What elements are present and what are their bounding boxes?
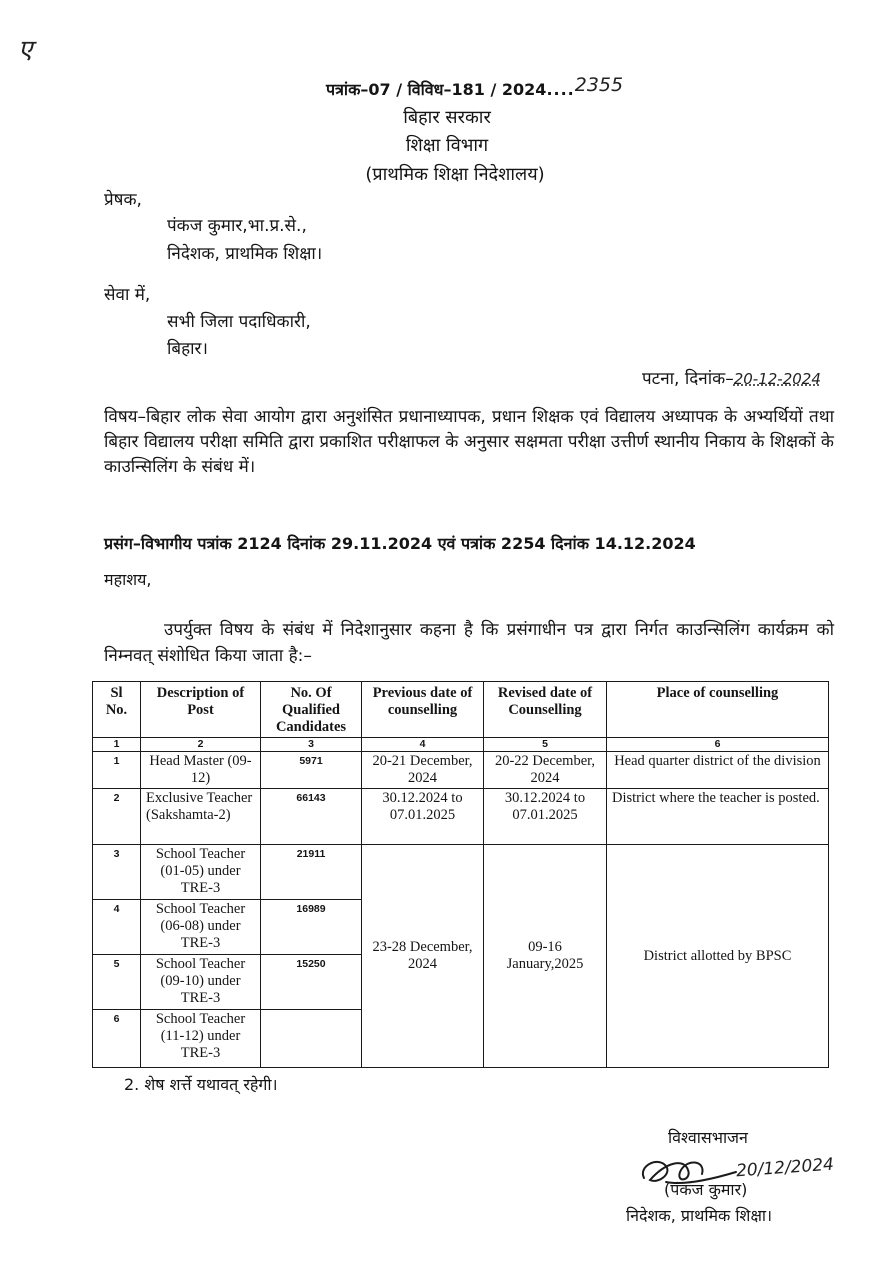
header-candidates: No. Of Qualified Candidates bbox=[261, 682, 362, 738]
row-candidates: 21911 bbox=[261, 845, 362, 900]
header-directorate: (प्राथमिक शिक्षा निदेशालय) bbox=[365, 164, 545, 185]
header-previous-date: Previous date of counselling bbox=[362, 682, 484, 738]
recipient-line1: सभी जिला पदाधिकारी, bbox=[167, 312, 311, 332]
body-paragraph bbox=[104, 617, 834, 669]
row-candidates: 66143 bbox=[261, 789, 362, 845]
col-number: 6 bbox=[607, 738, 829, 752]
signatory-name: (पंकज कुमार) bbox=[664, 1180, 748, 1199]
row-place: Head quarter district of the division bbox=[607, 752, 829, 789]
row-sl: 6 bbox=[93, 1010, 141, 1068]
row-sl: 2 bbox=[93, 789, 141, 845]
letter-number: पत्रांक–07 / विविध–181 / 2024....2355 bbox=[326, 74, 624, 99]
row-previous-date: 20-21 December, 2024 bbox=[362, 752, 484, 789]
row-sl: 4 bbox=[93, 900, 141, 955]
note-line: 2. शेष शर्त्ते यथावत् रहेगी। bbox=[124, 1075, 278, 1094]
body-text: उपर्युक्त विषय के संबंध में निदेशानुसार कहना है कि प्रसंगाधीन पत्र द्वारा निर्गत काउन्सिलिंग कार्यक्रम को निम्नवत् संशोधित किया जाता है:– bbox=[104, 620, 834, 666]
row-post: Exclusive Teacher (Sakshamta-2) bbox=[141, 789, 261, 845]
row-post: School Teacher (09-10) under TRE-3 bbox=[141, 955, 261, 1010]
closing-label: विश्वासभाजन bbox=[668, 1128, 748, 1147]
row-previous-date: 30.12.2024 to 07.01.2025 bbox=[362, 789, 484, 845]
date-label: पटना, दिनांक– bbox=[642, 369, 734, 389]
col-number: 3 bbox=[261, 738, 362, 752]
salutation: महाशय, bbox=[104, 570, 152, 589]
column-number-row bbox=[93, 738, 829, 752]
row-candidates: 15250 bbox=[261, 955, 362, 1010]
header-revised-date: Revised date of Counselling bbox=[484, 682, 607, 738]
col-number: 4 bbox=[362, 738, 484, 752]
header-post: Description of Post bbox=[141, 682, 261, 738]
signature-date: 20/12/2024 bbox=[735, 1154, 835, 1182]
sender-label: प्रेषक, bbox=[104, 190, 142, 210]
reference-line: प्रसंग–विभागीय पत्रांक 2124 दिनांक 29.11.2024 एवं पत्रांक 2254 दिनांक 14.12.2024 bbox=[104, 534, 696, 553]
merged-previous-date: 23-28 December, 2024 bbox=[362, 845, 484, 1068]
header-place: Place of counselling bbox=[607, 682, 829, 738]
col-number: 2 bbox=[141, 738, 261, 752]
merged-place: District allotted by BPSC bbox=[607, 845, 829, 1068]
row-sl: 5 bbox=[93, 955, 141, 1010]
table-row bbox=[93, 845, 829, 900]
row-revised-date: 20-22 December, 2024 bbox=[484, 752, 607, 789]
row-post: School Teacher (06-08) under TRE-3 bbox=[141, 900, 261, 955]
row-candidates: 5971 bbox=[261, 752, 362, 789]
row-candidates bbox=[261, 1010, 362, 1068]
recipient-line2: बिहार। bbox=[167, 339, 208, 359]
date-line bbox=[642, 366, 821, 389]
row-sl: 1 bbox=[93, 752, 141, 789]
signatory-designation: निदेशक, प्राथमिक शिक्षा। bbox=[626, 1206, 773, 1225]
row-post: School Teacher (01-05) under TRE-3 bbox=[141, 845, 261, 900]
header-sl: Sl No. bbox=[93, 682, 141, 738]
recipient-label: सेवा में, bbox=[104, 285, 151, 305]
sender-name: पंकज कुमार,भा.प्र.से., bbox=[167, 216, 307, 236]
row-revised-date: 30.12.2024 to 07.01.2025 bbox=[484, 789, 607, 845]
letter-number-printed: पत्रांक–07 / विविध–181 / 2024 bbox=[326, 80, 547, 99]
table-header-row bbox=[93, 682, 829, 738]
row-candidates: 16989 bbox=[261, 900, 362, 955]
row-post: Head Master (09-12) bbox=[141, 752, 261, 789]
header-govt: बिहार सरकार bbox=[403, 107, 491, 128]
col-number: 5 bbox=[484, 738, 607, 752]
merged-revised-date: 09-16 January,2025 bbox=[484, 845, 607, 1068]
sender-designation: निदेशक, प्राथमिक शिक्षा। bbox=[167, 244, 323, 264]
corner-handwritten-mark: ए bbox=[18, 35, 33, 65]
row-sl: 3 bbox=[93, 845, 141, 900]
letter-number-handwritten: 2355 bbox=[574, 74, 624, 96]
col-number: 1 bbox=[93, 738, 141, 752]
date-handwritten: 20-12-2024 bbox=[733, 370, 821, 388]
row-post: School Teacher (11-12) under TRE-3 bbox=[141, 1010, 261, 1068]
counselling-table bbox=[92, 681, 829, 1068]
table-row bbox=[93, 752, 829, 789]
table-row bbox=[93, 789, 829, 845]
row-place: District where the teacher is posted. bbox=[607, 789, 829, 845]
subject-paragraph bbox=[104, 405, 834, 480]
subject-text: विषय–बिहार लोक सेवा आयोग द्वारा अनुशंसित प्रधानाध्यापक, प्रधान शिक्षक एवं विद्यालय अध्यापक के अभ्यर्थियों तथा बिहार विद्यालय परीक्षा समिति द्वारा प्रकाशित परीक्षाफल के अनुसार सक्षमता परीक्षा उत्तीर्ण स्थानीय निकाय के शिक्षकों के काउन्सिलिंग के संबंध में। bbox=[104, 407, 834, 477]
header-department: शिक्षा विभाग bbox=[405, 135, 489, 156]
